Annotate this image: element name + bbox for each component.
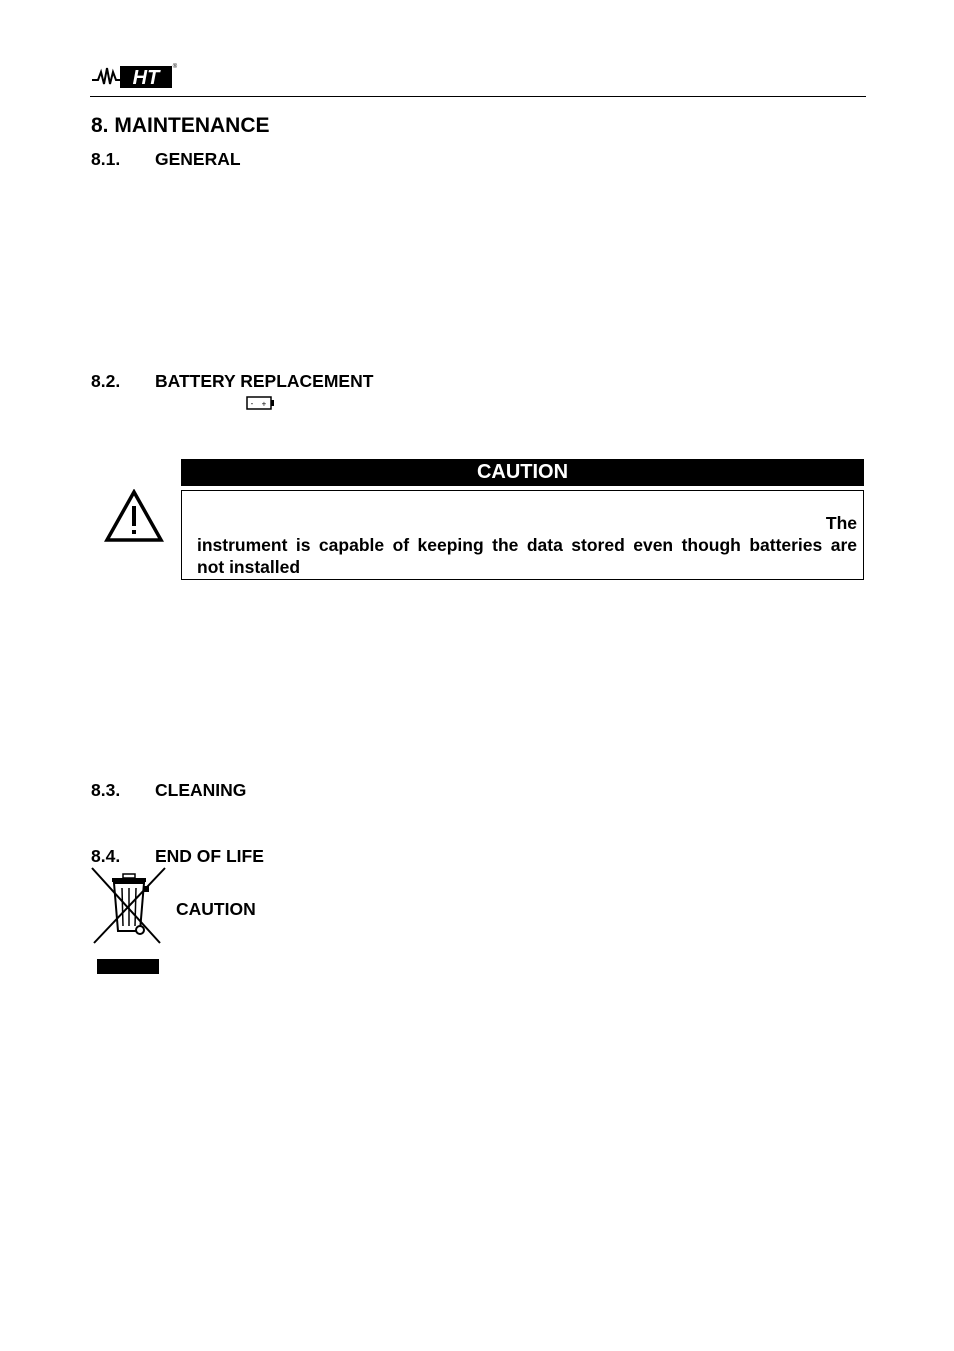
battery-icon <box>246 396 276 410</box>
section-number: 8.2. <box>91 371 121 391</box>
crossed-bin-icon <box>90 866 168 946</box>
header-rule <box>90 96 866 97</box>
logo-registered-mark: ® <box>172 64 178 70</box>
battery-plus-sign: + <box>261 399 267 409</box>
end-of-life-caution: CAUTION <box>176 899 256 919</box>
section-title: BATTERY REPLACEMENT <box>155 371 374 391</box>
weee-bar <box>97 959 159 974</box>
section-battery-heading <box>91 371 373 392</box>
section-number: 8.1. <box>91 149 121 169</box>
section-title: END OF LIFE <box>155 846 264 866</box>
logo-text: HT <box>132 67 160 89</box>
section-general-heading <box>91 149 241 170</box>
section-number: 8.4. <box>91 846 121 866</box>
section-end-of-life-heading <box>91 846 264 867</box>
caution-box <box>181 490 864 580</box>
caution-heading: CAUTION <box>181 459 864 486</box>
ht-logo-icon <box>92 60 178 90</box>
section-title: CLEANING <box>155 780 247 800</box>
caution-text-line-2: instrument is capable of keeping the data stored even though batteries are <box>197 535 857 555</box>
page-title: 8. MAINTENANCE <box>91 114 270 137</box>
section-number: 8.3. <box>91 780 121 800</box>
caution-text-line-1: The <box>825 513 857 533</box>
section-cleaning-heading <box>91 780 246 801</box>
warning-triangle-icon <box>104 489 164 543</box>
battery-minus-sign: - <box>250 399 254 408</box>
caution-text-line-3: not installed <box>197 557 301 577</box>
section-title: GENERAL <box>155 149 241 169</box>
